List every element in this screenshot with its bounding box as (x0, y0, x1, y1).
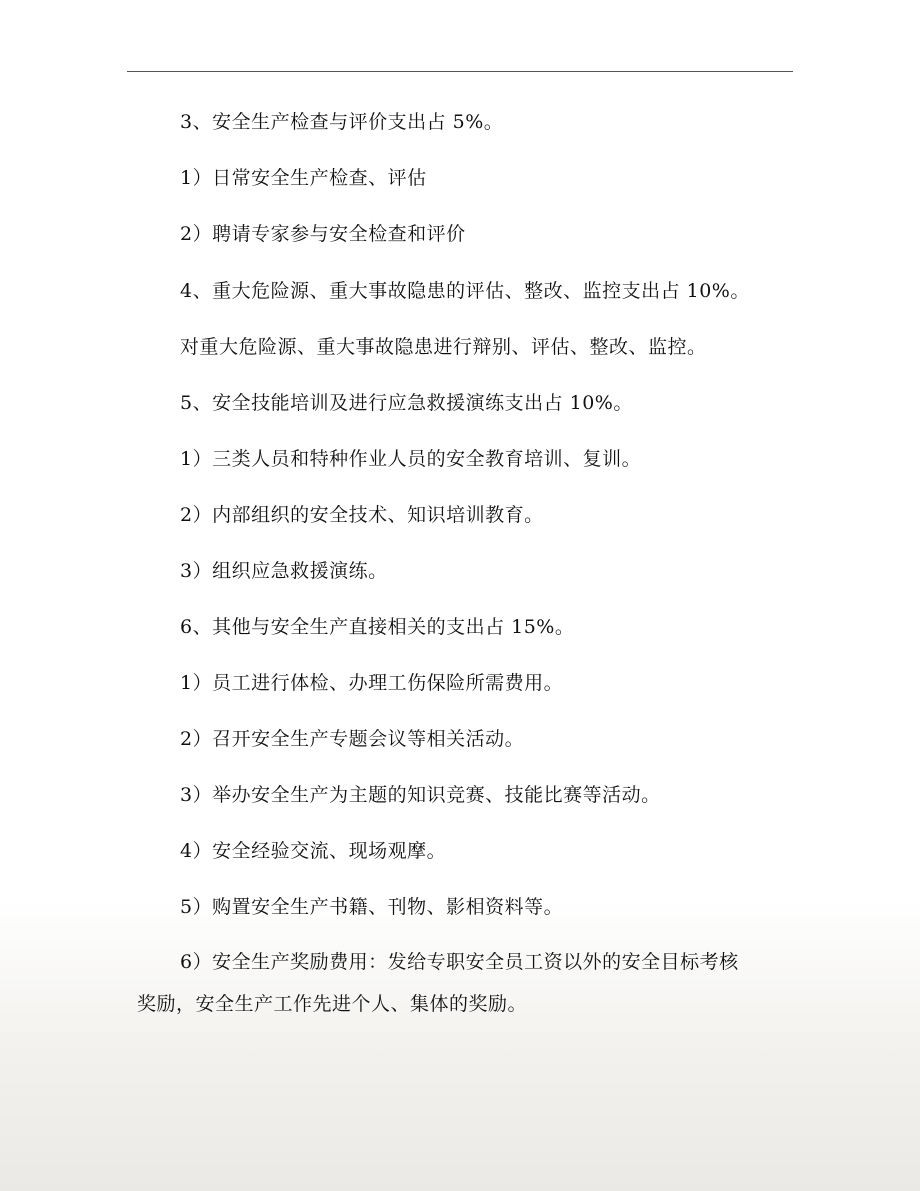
item-3-1: 1）日常安全生产检查、评估 (180, 167, 427, 189)
item-6-1: 1）员工进行体检、办理工伤保险所需费用。 (180, 672, 564, 694)
item-6-6-line1: 6）安全生产奖励费用：发给专职安全员工资以外的安全目标考核 (180, 951, 739, 973)
item-5-1: 1）三类人员和特种作业人员的安全教育培训、复训。 (180, 448, 642, 470)
item-6-2: 2）召开安全生产专题会议等相关活动。 (180, 728, 525, 750)
item-6-heading: 6、其他与安全生产直接相关的支出占 15%。 (180, 616, 575, 638)
item-6-3: 3）举办安全生产为主题的知识竞赛、技能比赛等活动。 (180, 784, 661, 806)
item-5-3: 3）组织应急救援演练。 (180, 560, 388, 582)
item-6-5: 5）购置安全生产书籍、刊物、影相资料等。 (180, 896, 564, 918)
item-4-heading: 4、重大危险源、重大事故隐患的评估、整改、监控支出占 10%。 (180, 280, 750, 302)
item-5-heading: 5、安全技能培训及进行应急救援演练支出占 10%。 (180, 392, 633, 414)
item-6-6-paragraph (137, 950, 797, 1016)
item-6-6-line2: 奖励，安全生产工作先进个人、集体的奖励。 (137, 993, 528, 1015)
item-4-body: 对重大危险源、重大事故隐患进行辩别、评估、整改、监控。 (180, 336, 707, 358)
item-6-4: 4）安全经验交流、现场观摩。 (180, 840, 447, 862)
item-5-2: 2）内部组织的安全技术、知识培训教育。 (180, 504, 544, 526)
header-rule (127, 71, 793, 72)
item-3-2: 2）聘请专家参与安全检查和评价 (180, 223, 466, 245)
item-3-heading: 3、安全生产检查与评价支出占 5%。 (180, 111, 504, 133)
